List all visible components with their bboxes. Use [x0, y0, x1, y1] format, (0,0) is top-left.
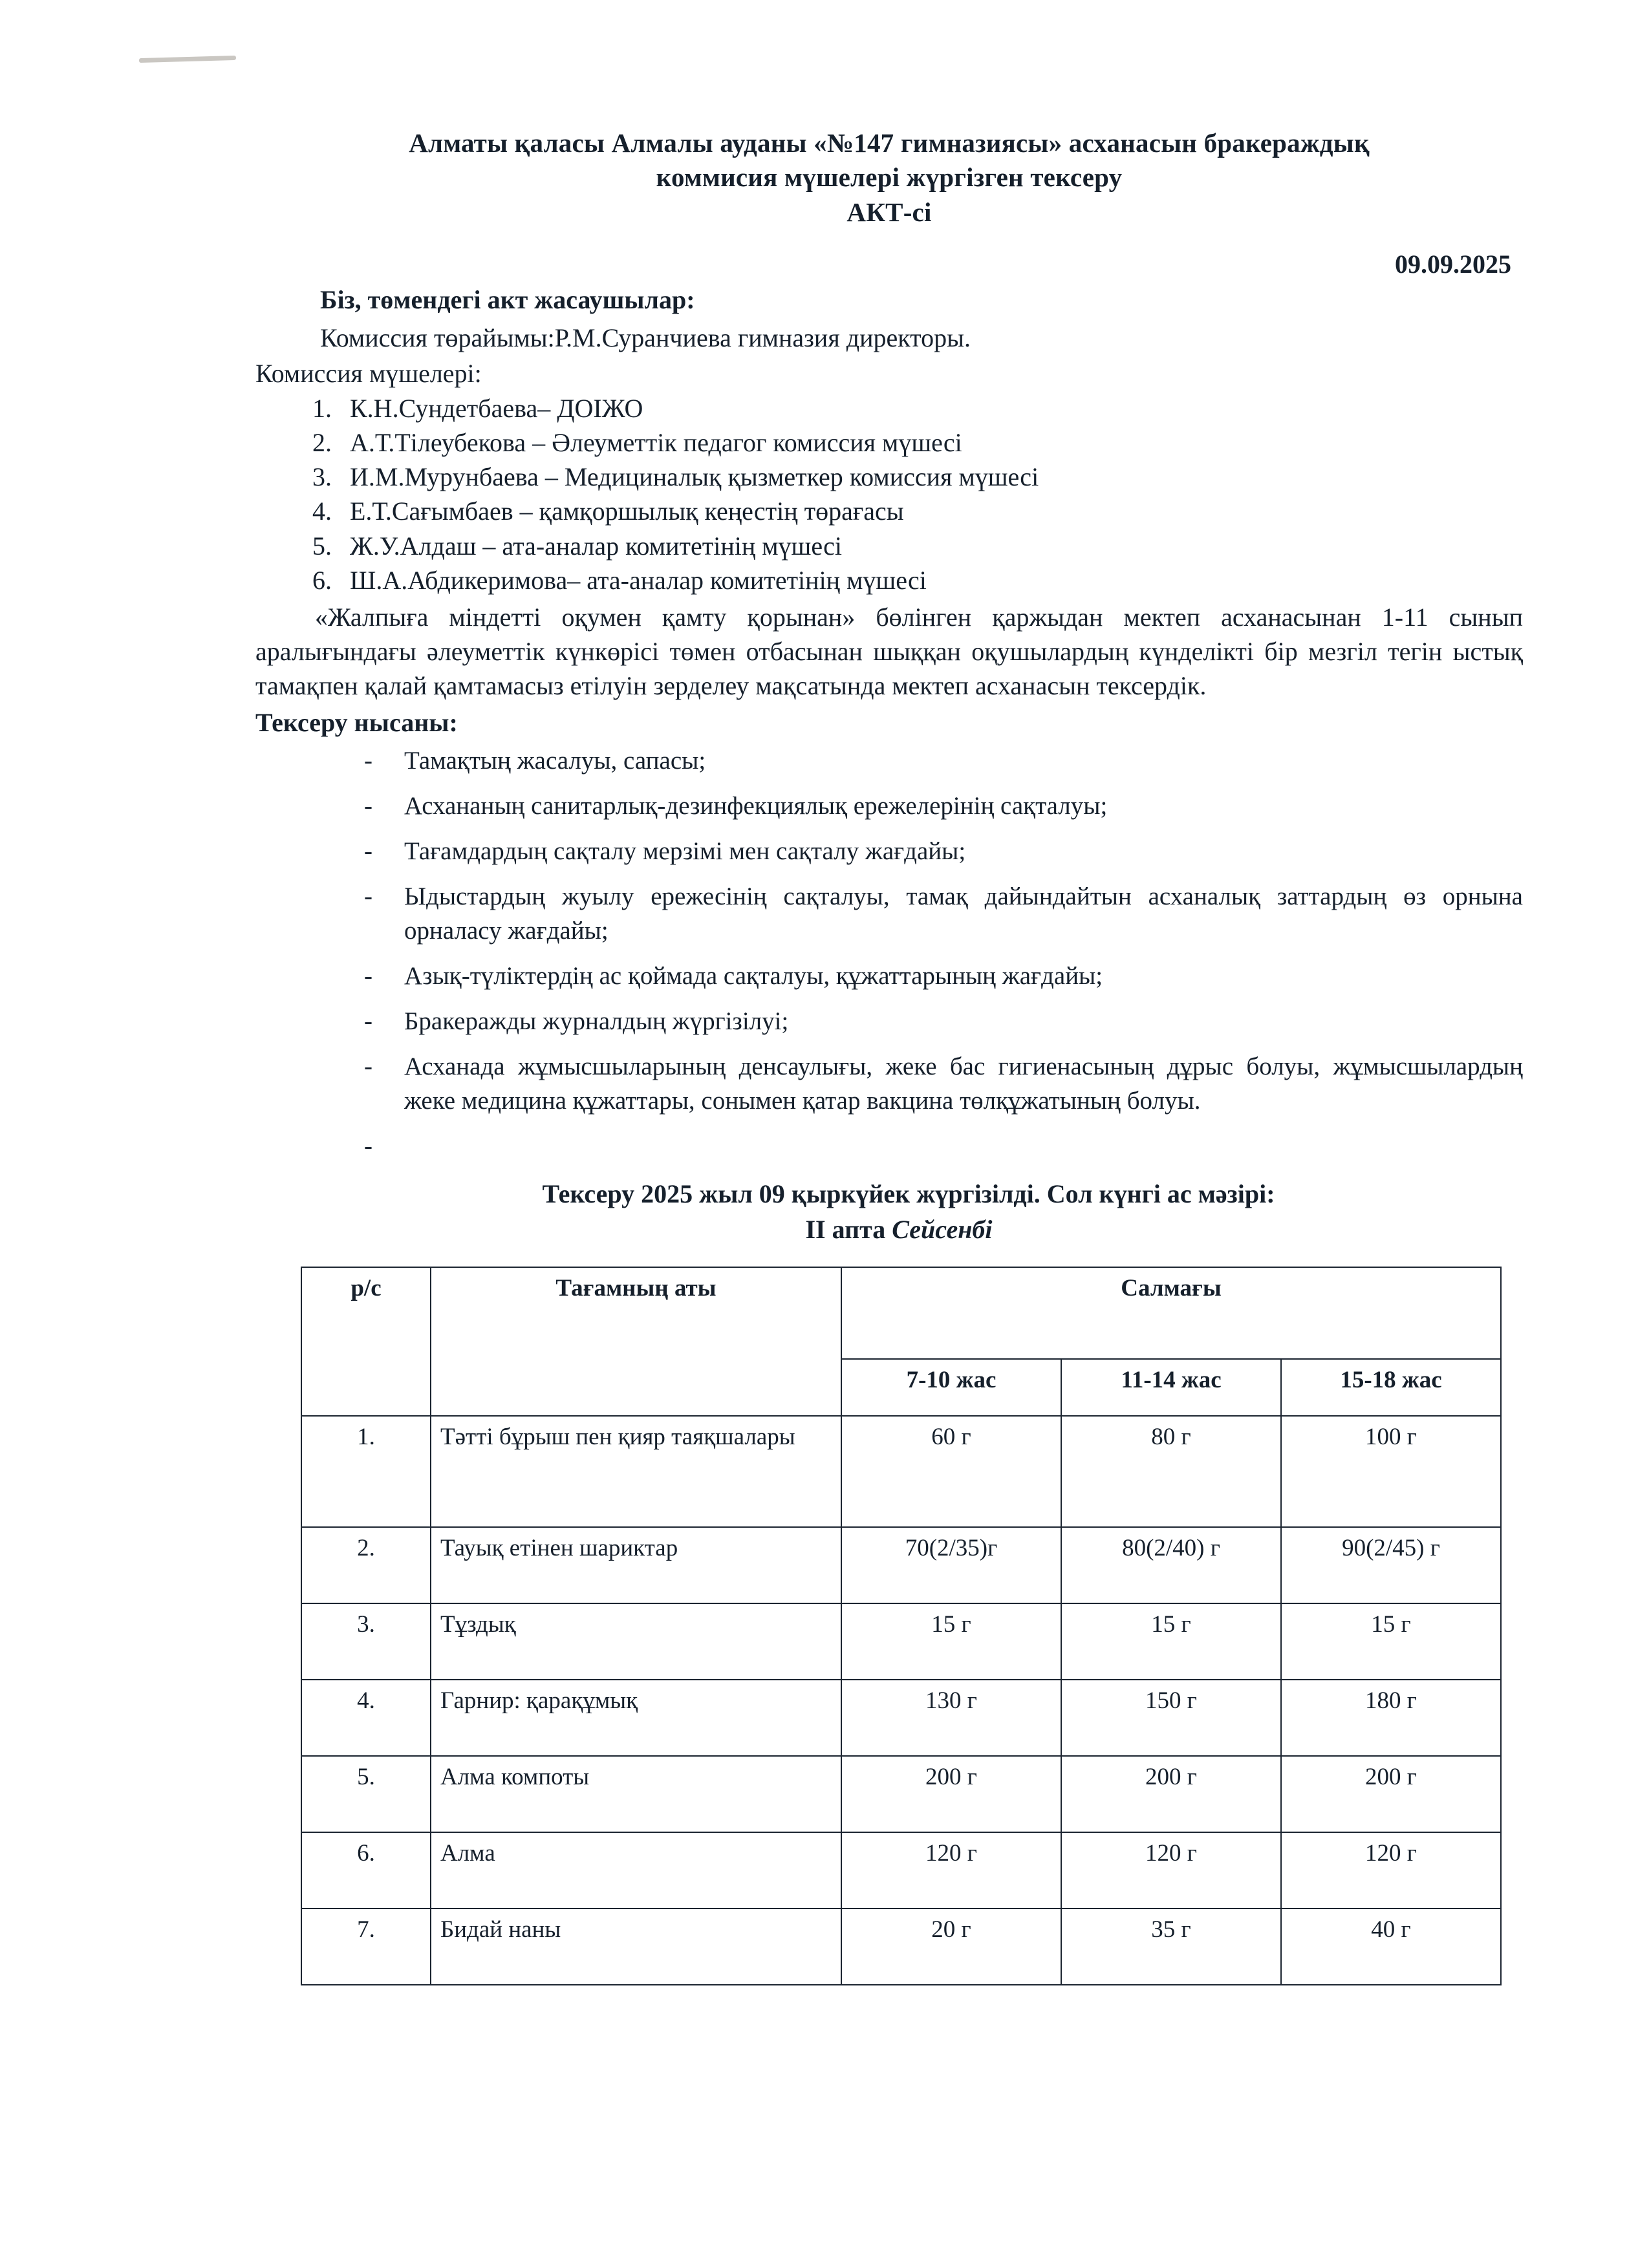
cell-dish-name: Тауық етінен шариктар — [431, 1527, 841, 1603]
dash-bullet-icon: - — [364, 1007, 372, 1036]
list-item — [364, 1005, 1523, 1038]
cell-weight-11-14: 150 г — [1061, 1680, 1281, 1756]
menu-week: II апта — [805, 1214, 892, 1244]
list-item-label: Ыдыстардың жуылу ережесінің сақталуы, тамақ дайындайтын асханалық заттардың өз орнына орналасу жағдайы; — [404, 883, 1523, 945]
list-item — [364, 789, 1523, 823]
inspection-scope-heading: Тексеру нысаны: — [255, 707, 458, 737]
table-row — [301, 1832, 1501, 1909]
table-row — [301, 1680, 1501, 1756]
header-cell-age-7-10: 7-10 жас — [841, 1359, 1061, 1416]
header-cell-weight-group: Салмағы — [841, 1267, 1501, 1359]
dash-bullet-icon: - — [364, 837, 372, 866]
list-item-empty — [364, 1129, 1523, 1160]
list-item-label: Азық-түліктердің ас қоймада сақталуы, құжаттарының жағдайы; — [404, 961, 1103, 990]
dash-bullet-icon: - — [364, 1131, 372, 1160]
header-cell-name: Тағамның аты — [431, 1267, 841, 1416]
cell-weight-7-10: 20 г — [841, 1909, 1061, 1985]
menu-week-label — [255, 1214, 1523, 1245]
cell-num: 5. — [301, 1756, 431, 1832]
document-date: 09.09.2025 — [1395, 249, 1511, 279]
commission-members-list — [255, 391, 1523, 597]
cell-num: 3. — [301, 1603, 431, 1680]
lead-statement: Біз, төмендегі акт жасаушылар: — [320, 284, 695, 314]
dash-bullet-icon: - — [364, 791, 372, 820]
list-item-label: Бракеражды журналдың жүргізілуі; — [404, 1007, 789, 1036]
list-item: 5. Ж.У.Алдаш – ата-аналар комитетінің мүшесі — [338, 529, 1523, 563]
cell-weight-15-18: 90(2/45) г — [1281, 1527, 1501, 1603]
inspection-scope-list — [255, 744, 1523, 1160]
list-item-label: Тағамдардың сақталу мерзімі мен сақталу жағдайы; — [404, 837, 966, 866]
list-item: 4. Е.Т.Сағымбаев – қамқоршылық кеңестің төрағасы — [338, 494, 1523, 528]
list-item: 2. А.Т.Тілеубекова – Әлеуметтік педагог комиссия мүшесі — [338, 425, 1523, 460]
commission-chair: Комиссия төрайымы:Р.М.Суранчиева гимназия директоры. — [320, 323, 971, 352]
cell-weight-15-18: 200 г — [1281, 1756, 1501, 1832]
dash-bullet-icon: - — [364, 883, 372, 911]
cell-dish-name: Тәтті бұрыш пен қияр таяқшалары — [431, 1416, 841, 1527]
list-item — [364, 1050, 1523, 1118]
cell-dish-name: Бидай наны — [431, 1909, 841, 1985]
cell-num: 6. — [301, 1832, 431, 1909]
title-line-1: Алматы қаласы Алмалы ауданы «№147 гимназиясы» асханасын бракераждық — [409, 128, 1370, 158]
dash-bullet-icon: - — [364, 961, 372, 990]
cell-weight-7-10: 15 г — [841, 1603, 1061, 1680]
list-item: 1. К.Н.Сундетбаева– ДОІЖО — [338, 391, 1523, 425]
table-row — [301, 1909, 1501, 1985]
list-item: 3. И.М.Мурунбаева – Медициналық қызметкер комиссия мүшесі — [338, 460, 1523, 494]
list-item-label: Асханада жұмысшыларының денсаулығы, жеке бас гигиенасының дұрыс болуы, жұмысшылардың жеке медицина құжаттары, сонымен қатар вакцина төлқұжатының болуы. — [404, 1053, 1523, 1115]
document-body — [255, 126, 1523, 1985]
cell-weight-7-10: 130 г — [841, 1680, 1061, 1756]
cell-weight-15-18: 15 г — [1281, 1603, 1501, 1680]
cell-num: 4. — [301, 1680, 431, 1756]
cell-num: 7. — [301, 1909, 431, 1985]
menu-heading: Тексеру 2025 жыл 09 қыркүйек жүргізілді. Сол күнгі ас мәзірі: — [542, 1179, 1275, 1208]
menu-weekday: Сейсенбі — [892, 1214, 993, 1244]
cell-dish-name: Гарнир: қарақұмық — [431, 1680, 841, 1756]
menu-table — [301, 1267, 1502, 1985]
menu-table-container — [255, 1267, 1523, 1985]
cell-weight-11-14: 80(2/40) г — [1061, 1527, 1281, 1603]
list-item — [364, 880, 1523, 948]
cell-weight-15-18: 120 г — [1281, 1832, 1501, 1909]
header-cell-age-15-18: 15-18 жас — [1281, 1359, 1501, 1416]
scan-artifact-mark — [139, 56, 236, 63]
cell-weight-11-14: 200 г — [1061, 1756, 1281, 1832]
cell-weight-7-10: 60 г — [841, 1416, 1061, 1527]
purpose-paragraph: «Жалпыға міндетті оқумен қамту қорынан» бөлінген қаржыдан мектеп асханасынан 1-11 сынып аралығындағы әлеуметтік күнкөрісі төмен отбасынан шыққан оқушылардың күнделікті бір мезгіл тегін ыстық тамақпен қалай қамтамасыз етілуін зерделеу мақсатында мектеп асханасын тексердік. — [255, 603, 1523, 701]
list-item — [364, 744, 1523, 778]
cell-num: 2. — [301, 1527, 431, 1603]
cell-num: 1. — [301, 1416, 431, 1527]
menu-table-body — [301, 1416, 1501, 1985]
list-item-label: Асхананың санитарлық-дезинфекциялық ережелерінің сақталуы; — [404, 791, 1108, 820]
dash-bullet-icon: - — [364, 746, 372, 775]
cell-weight-15-18: 100 г — [1281, 1416, 1501, 1527]
document-title — [255, 126, 1523, 230]
commission-members-label: Комиссия мүшелері: — [255, 358, 482, 388]
menu-table-head — [301, 1267, 1501, 1416]
cell-weight-15-18: 40 г — [1281, 1909, 1501, 1985]
list-item-label: Тамақтың жасалуы, сапасы; — [404, 746, 706, 775]
cell-dish-name: Алма компоты — [431, 1756, 841, 1832]
cell-weight-7-10: 120 г — [841, 1832, 1061, 1909]
header-cell-num: р/с — [301, 1267, 431, 1416]
list-item — [364, 835, 1523, 868]
cell-weight-11-14: 15 г — [1061, 1603, 1281, 1680]
table-row — [301, 1416, 1501, 1527]
cell-weight-11-14: 80 г — [1061, 1416, 1281, 1527]
title-line-2: коммисия мүшелері жүргізген тексеру — [656, 162, 1123, 193]
header-cell-age-11-14: 11-14 жас — [1061, 1359, 1281, 1416]
list-item: 6. Ш.А.Абдикеримова– ата-аналар комитетінің мүшесі — [338, 563, 1523, 597]
cell-weight-11-14: 35 г — [1061, 1909, 1281, 1985]
table-row — [301, 1603, 1501, 1680]
cell-weight-11-14: 120 г — [1061, 1832, 1281, 1909]
table-row — [301, 1756, 1501, 1832]
title-line-3: АКТ-сі — [846, 197, 932, 227]
cell-weight-15-18: 180 г — [1281, 1680, 1501, 1756]
cell-dish-name: Тұздық — [431, 1603, 841, 1680]
cell-weight-7-10: 200 г — [841, 1756, 1061, 1832]
list-item — [364, 959, 1523, 993]
cell-dish-name: Алма — [431, 1832, 841, 1909]
table-header-row — [301, 1267, 1501, 1359]
dash-bullet-icon: - — [364, 1053, 372, 1081]
cell-weight-7-10: 70(2/35)г — [841, 1527, 1061, 1603]
table-row — [301, 1527, 1501, 1603]
